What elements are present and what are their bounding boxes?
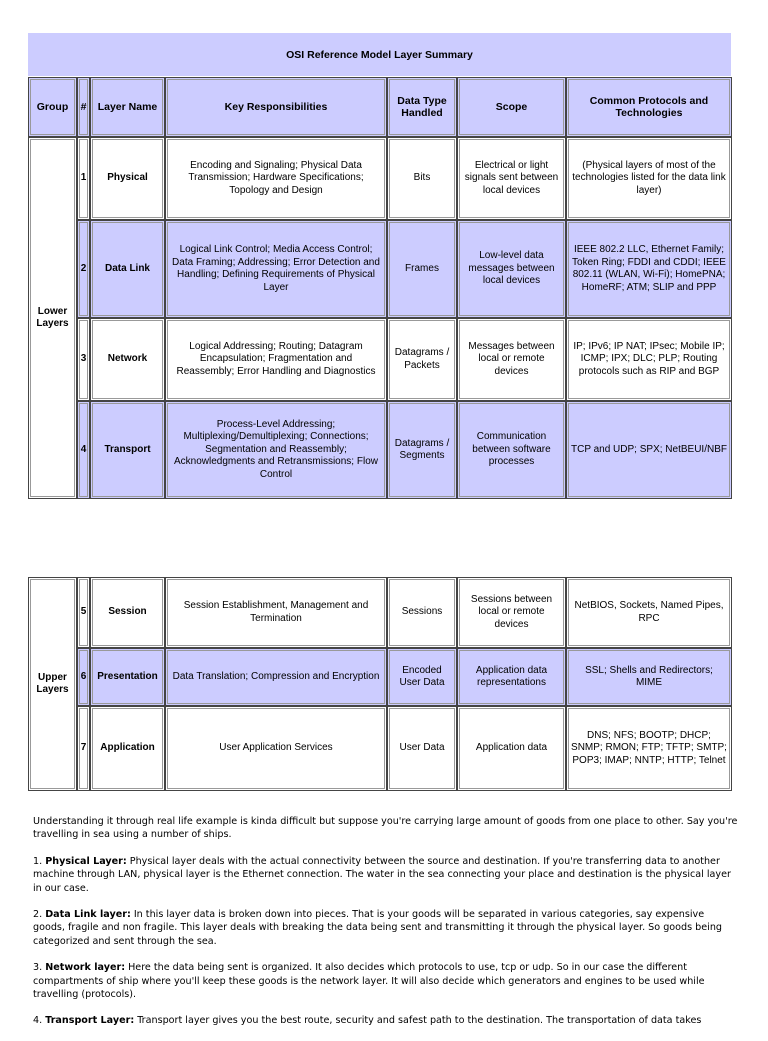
layer-responsibilities: Logical Link Control; Media Access Control; Data Framing; Addressing; Error Detection and Handling; Defining Requirements of Physical Layer [165,220,387,318]
item-prefix: 3. [33,962,46,974]
layer-scope: Low-level data messages between local devices [457,220,566,318]
layer-data-type: Datagrams / Packets [387,318,457,401]
group-lower-layers: Lower Layers [28,137,77,499]
layer-name: Physical [90,137,165,220]
layer-responsibilities: Process-Level Addressing; Multiplexing/Demultiplexing; Connections; Segmentation and Reassembly; Acknowledgments and Retransmissions; Flow Control [165,401,387,499]
layer-name: Network [90,318,165,401]
table-row [28,706,732,791]
layer-name: Data Link [90,220,165,318]
item-text: Physical layer deals with the actual connectivity between the source and destination. If you're transferring data to another machine through LAN, physical layer is the Ethernet connection. The water in the sea connecting your place and destination is the physical layer in our case. [33,855,731,894]
layer-data-type: Bits [387,137,457,220]
item-term: Network layer: [45,962,126,974]
header-responsibilities: Key Responsibilities [165,77,387,137]
item-prefix: 2. [33,909,46,921]
transport-layer-paragraph [33,1014,738,1027]
layer-protocols: NetBIOS, Sockets, Named Pipes, RPC [566,577,732,648]
layer-responsibilities: User Application Services [165,706,387,791]
layer-name: Session [90,577,165,648]
layer-number: 7 [77,706,90,791]
layer-data-type: User Data [387,706,457,791]
osi-lower-layers-table [28,77,732,499]
layer-responsibilities: Logical Addressing; Routing; Datagram Encapsulation; Fragmentation and Reassembly; Error Handling and Diagnostics [165,318,387,401]
header-row [28,77,732,137]
layer-scope: Communication between software processes [457,401,566,499]
layer-protocols: IEEE 802.2 LLC, Ethernet Family; Token Ring; FDDI and CDDI; IEEE 802.11 (WLAN, Wi-Fi); HomePNA; HomeRF; ATM; SLIP and PPP [566,220,732,318]
header-scope: Scope [457,77,566,137]
explanation-text [33,815,738,1041]
layer-number: 4 [77,401,90,499]
layer-protocols: TCP and UDP; SPX; NetBEUI/NBF [566,401,732,499]
layer-scope: Electrical or light signals sent between local devices [457,137,566,220]
header-num: # [77,77,90,137]
item-text: In this layer data is broken down into pieces. That is your goods will be separated in various categories, say expensive goods, fragile and non fragile. This layer deals with breaking the data being sent and transmitting it through the physical layer. So goods being categorized and sent through the sea. [33,909,722,947]
layer-number: 1 [77,137,90,220]
layer-data-type: Frames [387,220,457,318]
layer-name: Presentation [90,648,165,706]
item-prefix: 4. [33,1015,46,1027]
layer-protocols: DNS; NFS; BOOTP; DHCP; SNMP; RMON; FTP; TFTP; SMTP; POP3; IMAP; NNTP; HTTP; Telnet [566,706,732,791]
table-row [28,577,732,648]
item-term: Transport Layer: [45,1015,135,1027]
layer-protocols: (Physical layers of most of the technologies listed for the data link layer) [566,137,732,220]
layer-name: Transport [90,401,165,499]
table-row [28,401,732,499]
header-group: Group [28,77,77,137]
layer-protocols: SSL; Shells and Redirectors; MIME [566,648,732,706]
table-row [28,318,732,401]
osi-upper-layers-table [28,577,732,791]
network-layer-paragraph [33,961,738,1001]
layer-name: Application [90,706,165,791]
layer-data-type: Sessions [387,577,457,648]
item-prefix: 1. [33,855,46,867]
layer-responsibilities: Encoding and Signaling; Physical Data Transmission; Hardware Specifications; Topology and Design [165,137,387,220]
layer-number: 6 [77,648,90,706]
item-term: Physical Layer: [45,855,127,867]
layer-responsibilities: Session Establishment, Management and Termination [165,577,387,648]
layer-number: 3 [77,318,90,401]
item-text: Transport layer gives you the best route, security and safest path to the destination. The transportation of data takes [134,1015,702,1027]
header-layer-name: Layer Name [90,77,165,137]
table-row [28,137,732,220]
item-term: Data Link layer: [45,909,131,921]
table-row [28,648,732,706]
header-data-type: Data Type Handled [387,77,457,137]
layer-number: 2 [77,220,90,318]
data-link-layer-paragraph [33,908,738,948]
group-upper-layers: Upper Layers [28,577,77,791]
layer-number: 5 [77,577,90,648]
table-row [28,220,732,318]
layer-scope: Application data representations [457,648,566,706]
layer-scope: Application data [457,706,566,791]
layer-responsibilities: Data Translation; Compression and Encryption [165,648,387,706]
physical-layer-paragraph [33,855,738,895]
layer-scope: Messages between local or remote devices [457,318,566,401]
layer-data-type: Datagrams / Segments [387,401,457,499]
layer-protocols: IP; IPv6; IP NAT; IPsec; Mobile IP; ICMP; IPX; DLC; PLP; Routing protocols such as RIP and BGP [566,318,732,401]
layer-data-type: Encoded User Data [387,648,457,706]
table-title: OSI Reference Model Layer Summary [28,33,731,76]
layer-scope: Sessions between local or remote devices [457,577,566,648]
item-text: Here the data being sent is organized. It also decides which protocols to use, tcp or udp. So in our case the different compartments of ship where you'll keep these goods is the network layer. It will also decide which generators and engines to be used while travelling (protocols). [33,962,705,1001]
intro-paragraph: Understanding it through real life example is kinda difficult but suppose you're carrying large amount of goods from one place to other. Say you're travelling in sea using a number of ships. [33,816,738,841]
header-protocols: Common Protocols and Technologies [566,77,732,137]
